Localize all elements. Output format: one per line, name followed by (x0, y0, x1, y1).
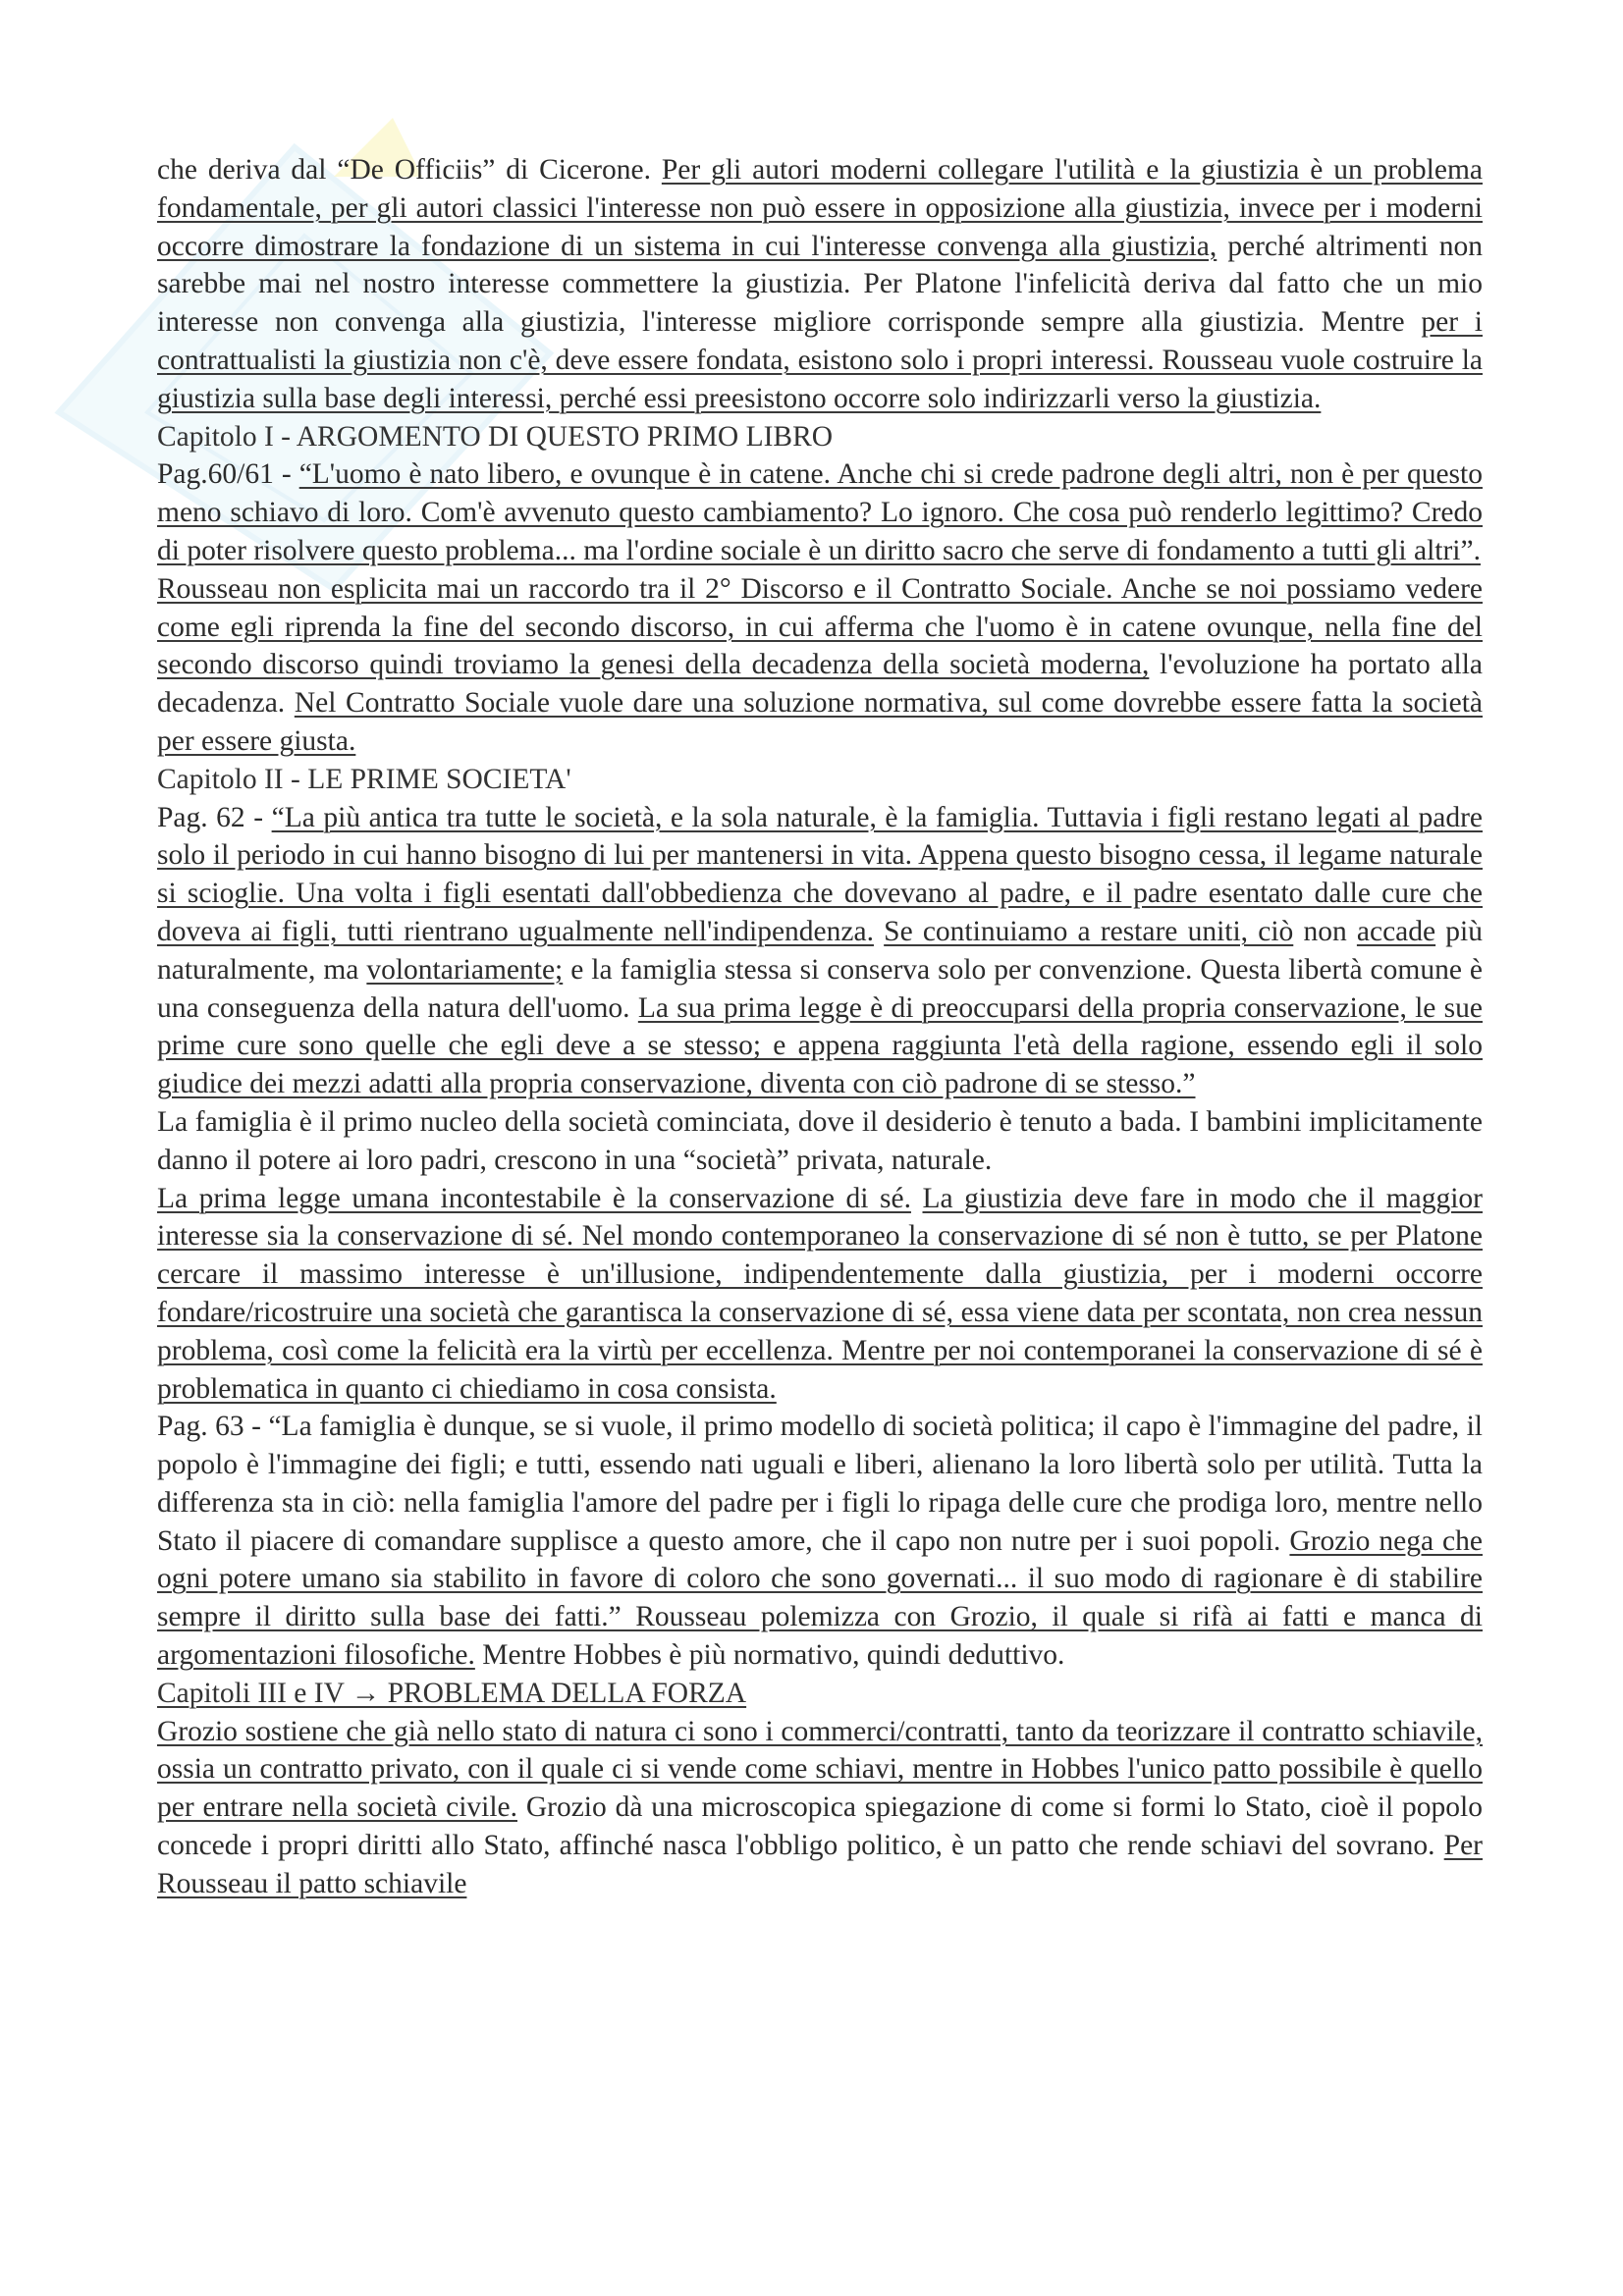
text-run: Grozio dà una microscopica spiegazione di come si formi lo Stato, cioè il popolo concede i propri diritti allo Stato, affinché nasca l'obbligo politico, è un patto che rende schiavi del sovrano. (157, 1791, 1483, 1862)
text-run: La famiglia è il primo nucleo della società cominciata, dove il desiderio è tenuto a bada. I bambini implicitamente danno il potere ai loro padri, crescono in una “società” privata, naturale. (157, 1105, 1483, 1176)
paragraph (157, 570, 1483, 761)
underlined-text: La prima legge umana incontestabile è la conservazione di sé. (157, 1182, 911, 1214)
paragraph (157, 1103, 1483, 1180)
text-run: Mentre Hobbes è più normativo, quindi deduttivo. (474, 1639, 1065, 1672)
underlined-text: Se continuiamo a restare uniti, ciò (884, 915, 1294, 947)
underlined-text: Per gli autori moderni collegare l'utilità e la giustizia è un problema fondamentale, per gli autori classici l'interesse non può essere in opposizione alla giustizia, invece per i moderni occorre dimostrare la fondazione di un sistema in cui l'interesse convenga alla giustizia, (157, 154, 1483, 262)
text-run: Pag.60/61 - (157, 458, 299, 491)
underlined-text: volontariamente; (366, 953, 564, 986)
text-run: che deriva dal “De Officiis” di Cicerone. (157, 154, 662, 186)
text-run: e la famiglia stessa si conserva solo per convenzione. Questa libertà comune è una conseguenza della natura dell'uomo. (157, 953, 1483, 1024)
underlined-text: per i contrattualisti la giustizia non c'è, deve essere fondata, esistono solo i propri interessi. Rousseau vuole costruire la giustizia sulla base degli interessi, perché essi preesistono occorre solo indirizzarli verso la giustizia. (157, 306, 1483, 414)
section-heading (157, 761, 1483, 799)
section-heading (157, 418, 1483, 456)
text-run: Capitolo II - LE PRIME SOCIETA' (157, 763, 571, 795)
underlined-text: Grozio sostiene che già nello stato di natura ci sono i commerci/contratti, tanto da teorizzare il contratto schiavile, ossia un contratto privato, con il quale ci si vende come schiavi, mentre in Hobbes l'unico patto possibile è quello per entrare nella società civile. (157, 1715, 1483, 1824)
text-run: perché altrimenti non sarebbe mai nel nostro interesse commettere la giustizia. Per Platone l'infelicità deriva dal fatto che un mio interesse non convenga alla giustizia, l'interesse migliore corrisponde sempre alla giustizia. Mentre (157, 230, 1483, 339)
underlined-text: Nel Contratto Sociale vuole dare una soluzione normativa, sul come dovrebbe essere fatta la società per essere giusta. (157, 687, 1484, 757)
paragraph (157, 1408, 1483, 1675)
underlined-text: La giustizia deve fare in modo che il maggior interesse sia la conservazione di sé. Nel mondo contemporaneo la conservazione di sé non è tutto, se per Platone cercare il massimo interesse è un'illusione, indipendentemente dalla giustizia, per i moderni occorre fondare/ricostruire una società che garantisca la conservazione di sé, essa viene data per scontata, non crea nessun problema, così come la felicità era la virtù per eccellenza. Mentre per noi contemporanei la conservazione di sé è problematica in quanto ci chiediamo in cosa consista. (157, 1182, 1484, 1405)
text-run: non (1293, 915, 1357, 947)
text-run: più naturalmente, ma (157, 915, 1483, 986)
text-run: Pag. 63 - “La famiglia è dunque, se si vuole, il primo modello di società politica; il capo è l'immagine del padre, il popolo è l'immagine dei figli; e tutti, essendo nati uguali e liberi, alienano la loro libertà solo per utilità. Tutta la differenza sta in ciò: nella famiglia l'amore del padre per i figli lo ripaga delle cure che prodiga loro, mentre nello Stato il piacere di comandare supplisce a questo amore, che il capo non nutre per i suoi popoli. (157, 1411, 1483, 1557)
paragraph (157, 455, 1483, 569)
paragraph (157, 1713, 1483, 1903)
underlined-text: La sua prima legge è di preoccuparsi della propria conservazione, le sue prime cure sono quelle che egli deve a se stesso; e appena raggiunta l'età della ragione, essendo egli il solo giudice dei mezzi adatti alla propria conservazione, diventa con ciò padrone di se stesso.” (157, 991, 1483, 1100)
underlined-text: Rousseau non esplicita mai un raccordo tra il 2° Discorso e il Contratto Sociale. Anche se noi possiamo vedere come egli riprenda la fine del secondo discorso, in cui afferma che l'uomo è in catene ovunque, nella fine del secondo discorso quindi troviamo la genesi della decadenza della società moderna, (157, 572, 1483, 681)
underlined-text: “L'uomo è nato libero, e ovunque è in catene. Anche chi si crede padrone degli altri, non è per questo meno schiavo di loro. Com'è avvenuto questo cambiamento? Lo ignoro. Che cosa può renderlo legittimo? Credo di poter risolvere questo problema... ma l'ordine sociale è un diritto sacro che serve di fondamento a tutti gli altri”. (157, 458, 1483, 566)
underlined-text: Capitoli III e IV → PROBLEMA DELLA FORZA (157, 1677, 747, 1709)
section-heading (157, 1675, 1483, 1713)
paragraph (157, 151, 1483, 418)
text-run (911, 1183, 923, 1214)
underlined-text: Grozio nega che ogni potere umano sia stabilito in favore di coloro che sono governati... il suo modo di ragionare è di stabilire sempre il diritto sulla base dei fatti.” Rousseau polemizza con Grozio, il quale si rifà ai fatti e manca di argomentazioni filosofiche. (157, 1524, 1483, 1672)
text-run (874, 916, 884, 947)
underlined-text: “La più antica tra tutte le società, e la sola naturale, è la famiglia. Tuttavia i figli restano legati al padre solo il periodo in cui hanno bisogno di lui per mantenersi in vita. Appena questo bisogno cessa, il legame naturale si scioglie. Una volta i figli esentati dall'obbedienza che dovevano al padre, e il padre esentato dalle cure che doveva ai figli, tutti rientrano ugualmente nell'indipendenza. (157, 801, 1483, 947)
text-run: Capitolo I - ARGOMENTO DI QUESTO PRIMO LIBRO (157, 420, 834, 453)
paragraph (157, 799, 1483, 1103)
text-run: Pag. 62 - (157, 801, 272, 833)
underlined-text: Per Rousseau il patto schiavile (157, 1830, 1483, 1899)
text-run: l'evoluzione ha portato alla decadenza. (157, 649, 1483, 720)
document-body (157, 151, 1483, 1903)
underlined-text: accade (1356, 915, 1436, 947)
paragraph (157, 1180, 1483, 1409)
